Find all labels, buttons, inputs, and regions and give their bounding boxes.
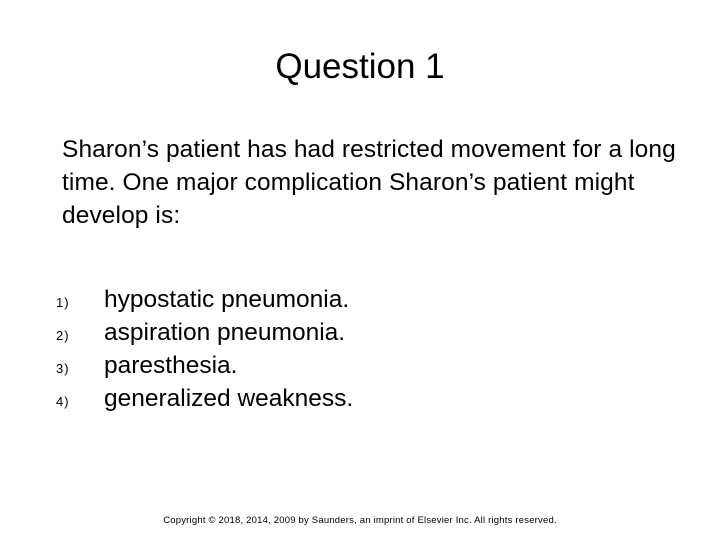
option-number: 4) <box>56 394 70 409</box>
answer-option-3[interactable] <box>56 349 353 382</box>
option-number: 2) <box>56 328 70 343</box>
answer-option-4[interactable] <box>56 382 353 415</box>
slide-title-text: Question 1 <box>275 47 445 86</box>
slide-title <box>0 44 720 90</box>
option-number: 1) <box>56 295 70 310</box>
copyright-text: Copyright © 2018, 2014, 2009 by Saunders, an imprint of Elsevier Inc. All rights reserved. <box>163 515 557 526</box>
option-text: paresthesia. <box>104 352 238 379</box>
option-text: hypostatic pneumonia. <box>104 286 350 313</box>
answer-options-list <box>56 283 353 415</box>
answer-option-2[interactable] <box>56 316 353 349</box>
option-number: 3) <box>56 361 70 376</box>
answer-option-1[interactable] <box>56 283 353 316</box>
option-text: aspiration pneumonia. <box>104 319 346 346</box>
option-text: generalized weakness. <box>104 385 354 412</box>
question-text: Sharon’s patient has had restricted movement for a long time. One major complication Sharon’s patient might develop is: <box>62 136 676 229</box>
copyright-notice <box>0 515 720 526</box>
